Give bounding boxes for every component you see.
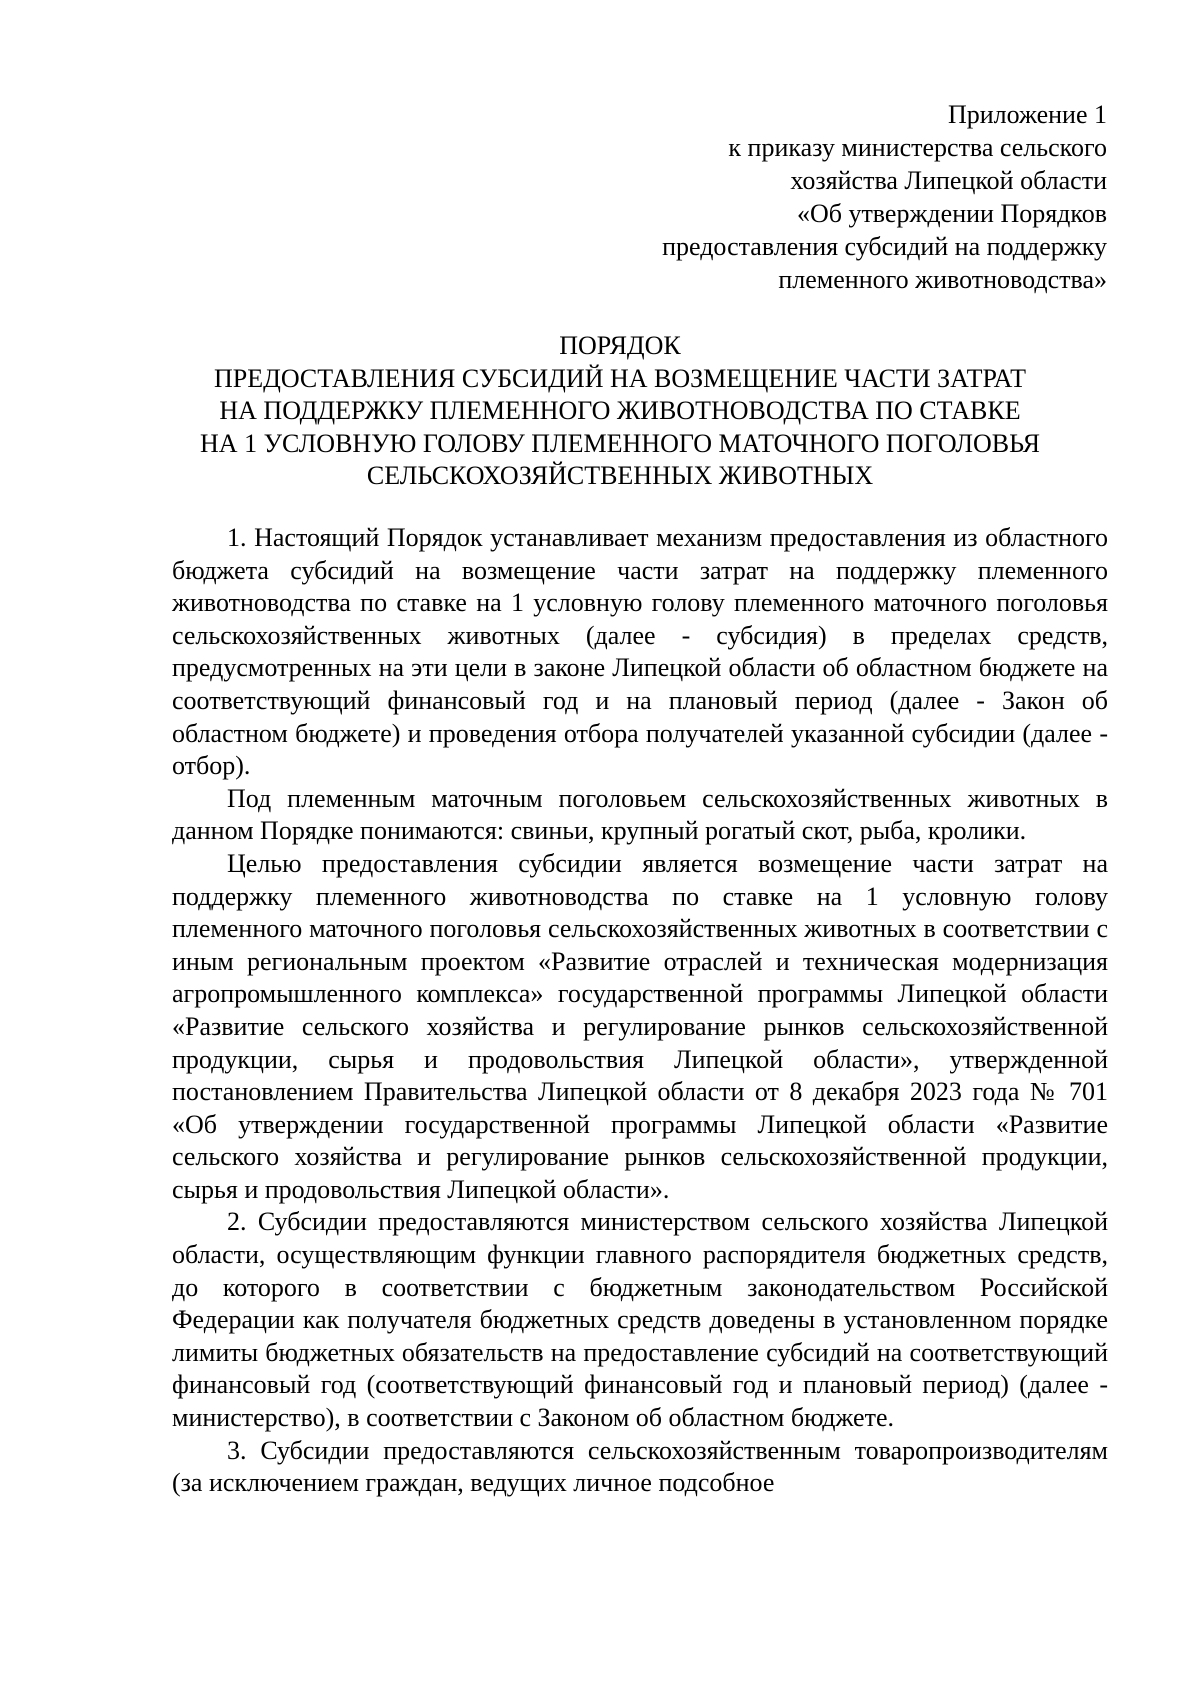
paragraph-3: 3. Субсидии предоставляются сельскохозяйственным товаропроизводителям (за исключением граждан, ведущих личное подсобное	[172, 1435, 1108, 1498]
appendix-line: хозяйства Липецкой области	[790, 166, 1107, 195]
appendix-header	[547, 98, 1107, 296]
title-line: НА ПОДДЕРЖКУ ПЛЕМЕННОГО ЖИВОТНОВОДСТВА ПО СТАВКЕ	[219, 396, 1021, 425]
paragraph-purpose: Целью предоставления субсидии является возмещение части затрат на поддержку племенного животноводства по ставке на 1 условную голову племенного маточного поголовья сельскохозяйственных животных в соответствии с иным региональным проектом «Развитие отраслей и техническая модернизация агропромышленного комплекса» государственной программы Липецкой области «Развитие сельского хозяйства и регулирование рынков сельскохозяйственной продукции, сырья и продовольствия Липецкой области», утвержденной постановлением Правительства Липецкой области от 8 декабря 2023 года № 701 «Об утверждении государственной программы Липецкой области «Развитие сельского хозяйства и регулирование рынков сельскохозяйственной продукции, сырья и продовольствия Липецкой области».	[172, 848, 1108, 1204]
paragraph-livestock-definition: Под племенным маточным поголовьем сельскохозяйственных животных в данном Порядке понимаются: свиньи, крупный рогатый скот, рыба, кролики.	[172, 783, 1108, 846]
title-line: ПРЕДОСТАВЛЕНИЯ СУБСИДИЙ НА ВОЗМЕЩЕНИЕ ЧАСТИ ЗАТРАТ	[213, 363, 1026, 393]
document-title	[140, 330, 1100, 493]
paragraph-2: 2. Субсидии предоставляются министерством сельского хозяйства Липецкой области, осуществляющим функции главного распорядителя бюджетных средств, до которого в соответствии с бюджетным законодательством Российской Федерации как получателя бюджетных средств доведены в установленном порядке лимиты бюджетных обязательств на предоставление субсидий на соответствующий финансовый год (соответствующий финансовый год и плановый период) (далее - министерство), в соответствии с Законом об областном бюджете.	[172, 1207, 1108, 1433]
title-line: НА 1 УСЛОВНУЮ ГОЛОВУ ПЛЕМЕННОГО МАТОЧНОГО ПОГОЛОВЬЯ	[200, 428, 1040, 458]
appendix-line: племенного животноводства»	[778, 265, 1107, 294]
appendix-line: Приложение 1	[947, 100, 1107, 129]
appendix-line: к приказу министерства сельского	[728, 133, 1107, 162]
appendix-line: предоставления субсидий на поддержку	[662, 232, 1107, 261]
appendix-line: «Об утверждении Порядков	[796, 199, 1107, 228]
title-line: СЕЛЬСКОХОЗЯЙСТВЕННЫХ ЖИВОТНЫХ	[366, 461, 874, 490]
title-line: ПОРЯДОК	[559, 331, 681, 360]
document-body	[172, 522, 1108, 1500]
paragraph-1: 1. Настоящий Порядок устанавливает механизм предоставления из областного бюджета субсидий на возмещение части затрат на поддержку племенного животноводства по ставке на 1 условную голову племенного маточного поголовья сельскохозяйственных животных (далее - субсидия) в пределах средств, предусмотренных на эти цели в законе Липецкой области об областном бюджете на соответствующий финансовый год и на плановый период (далее - Закон об областном бюджете) и проведения отбора получателей указанной субсидии (далее - отбор).	[172, 523, 1108, 781]
